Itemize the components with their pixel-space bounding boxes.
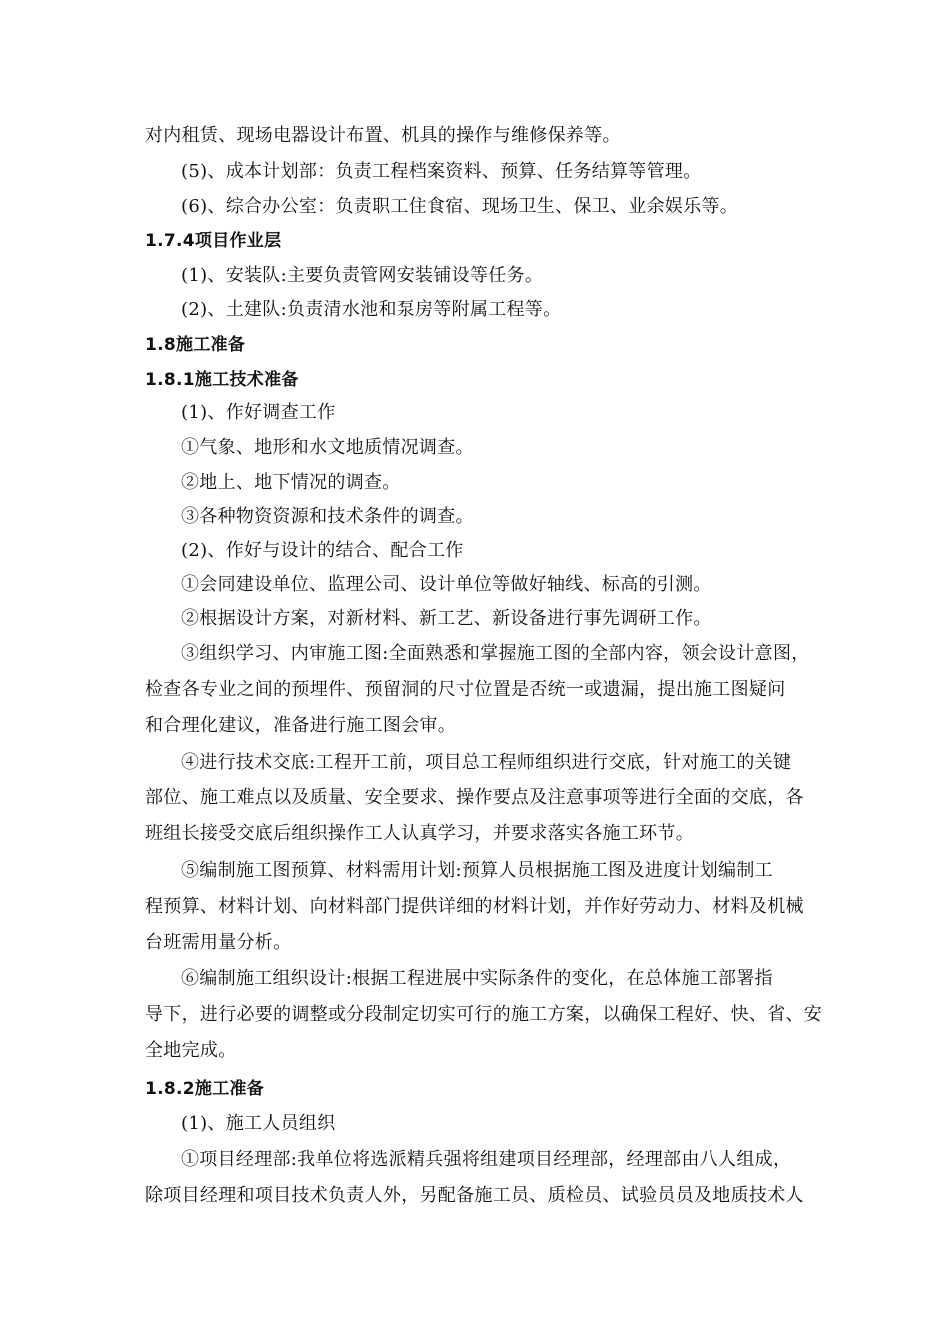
body-text-line: 导下，进行必要的调整或分段制定切实可行的施工方案，以确保工程好、快、省、安 bbox=[145, 1004, 823, 1025]
body-text-line: ④进行技术交底:工程开工前，项目总工程师组织进行交底，针对施工的关键 bbox=[181, 752, 792, 773]
body-text-line: 除项目经理和项目技术负责人外，另配备施工员、质检员、试验员员及地质技术人 bbox=[145, 1185, 804, 1206]
section-heading: 1.8.1施工技术准备 bbox=[145, 370, 299, 390]
section-heading: 1.8.2施工准备 bbox=[145, 1079, 265, 1099]
body-text-line: ③各种物资资源和技术条件的调查。 bbox=[181, 506, 474, 527]
body-text-line: ②地上、地下情况的调查。 bbox=[181, 472, 401, 493]
body-text-line: ①会同建设单位、监理公司、设计单位等做好轴线、标高的引测。 bbox=[181, 574, 712, 595]
body-text-line: 全地完成。 bbox=[145, 1040, 237, 1061]
body-text-line: (2)、土建队:负责清水池和泵房等附属工程等。 bbox=[181, 299, 562, 320]
body-text-line: 程预算、材料计划、向材料部门提供详细的材料计划，并作好劳动力、材料及机械 bbox=[145, 896, 804, 917]
body-text-line: ①项目经理部:我单位将选派精兵强将组建项目经理部，经理部由八人组成， bbox=[181, 1149, 792, 1170]
section-heading: 1.7.4项目作业层 bbox=[145, 231, 282, 251]
body-text-line: (1)、施工人员组织 bbox=[181, 1113, 336, 1134]
body-text-line: (5)、成本计划部：负责工程档案资料、预算、任务结算等管理。 bbox=[181, 161, 702, 182]
body-text-line: 对内租赁、现场电器设计布置、机具的操作与维修保养等。 bbox=[145, 125, 621, 146]
body-text-line: 班组长接受交底后组织操作工人认真学习，并要求落实各施工环节。 bbox=[145, 823, 694, 844]
body-text-line: ①气象、地形和水文地质情况调查。 bbox=[181, 437, 474, 458]
body-text-line: 部位、施工难点以及质量、安全要求、操作要点及注意事项等进行全面的交底，各 bbox=[145, 787, 804, 808]
body-text-line: ⑥编制施工组织设计:根据工程进展中实际条件的变化，在总体施工部署指 bbox=[181, 968, 773, 989]
body-text-line: (1)、安装队:主要负责管网安装铺设等任务。 bbox=[181, 265, 544, 286]
body-text-line: (2)、作好与设计的结合、配合工作 bbox=[181, 540, 464, 561]
body-text-line: (1)、作好调查工作 bbox=[181, 402, 336, 423]
body-text-line: ⑤编制施工图预算、材料需用计划:预算人员根据施工图及进度计划编制工 bbox=[181, 860, 773, 881]
body-text-line: 和合理化建议，准备进行施工图会审。 bbox=[145, 715, 457, 736]
body-text-line: 台班需用量分析。 bbox=[145, 932, 292, 953]
body-text-line: 检查各专业之间的预埋件、预留洞的尺寸位置是否统一或遗漏，提出施工图疑问 bbox=[145, 679, 786, 700]
body-text-line: (6)、综合办公室：负责职工住食宿、现场卫生、保卫、业余娱乐等。 bbox=[181, 196, 739, 217]
section-heading: 1.8施工准备 bbox=[145, 335, 246, 355]
body-text-line: ②根据设计方案，对新材料、新工艺、新设备进行事先调研工作。 bbox=[181, 608, 712, 629]
body-text-line: ③组织学习、内审施工图:全面熟悉和掌握施工图的全部内容，领会设计意图， bbox=[181, 643, 810, 664]
